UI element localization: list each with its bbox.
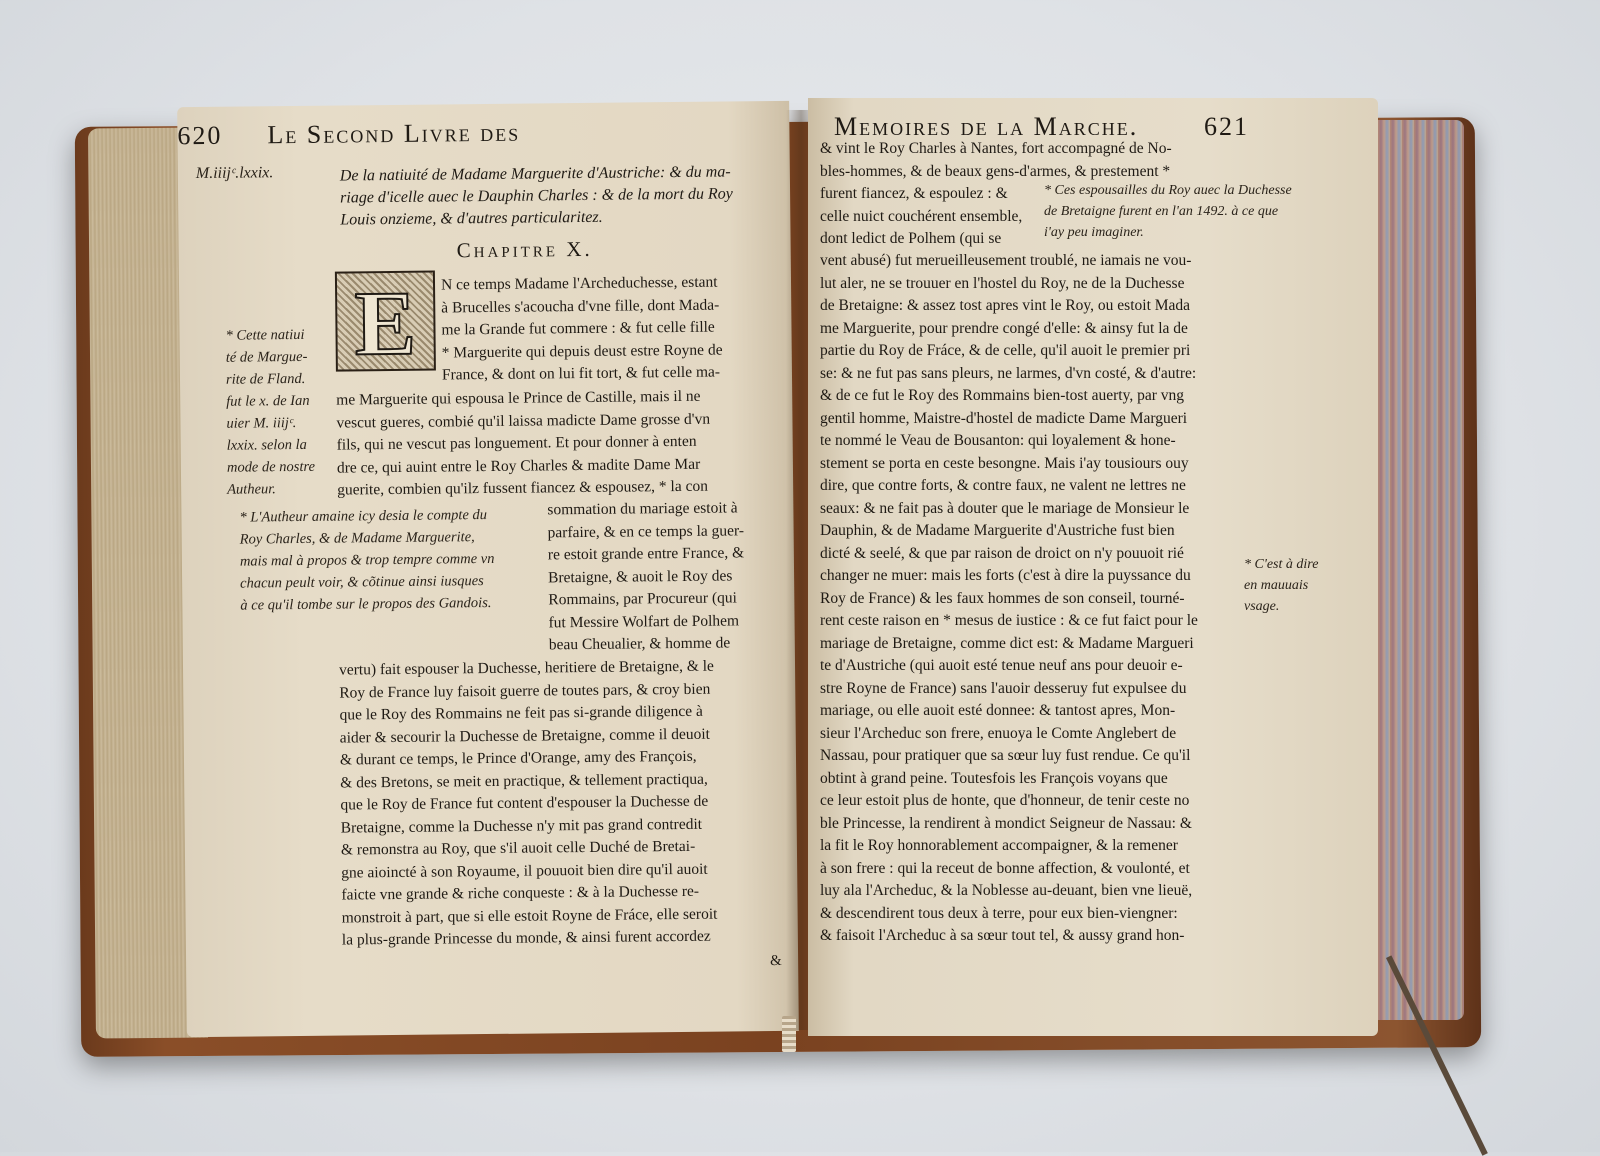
text-line: furent fiancez, & espoulez : & — [820, 185, 1008, 202]
text-line: fils, qui ne vescut pas longuement. Et pour donner à enten — [336, 432, 697, 454]
text-line: & faisoit l'Archeduc à sa sœur tout tel, & aussy grand hon- — [820, 927, 1185, 944]
text-line: & de ce fut le Roy des Rommains bien-tost auerty, par vng — [820, 387, 1185, 404]
page-number: 620 — [177, 120, 223, 151]
chapter-summary — [340, 161, 761, 231]
text-line: fut Messire Wolfart de Polhem — [548, 611, 740, 631]
text-line: stre Royne de France) sans l'auoir desseruy fut expulsee du — [820, 679, 1187, 697]
text-line: parfaire, & en ce temps la guer- — [547, 521, 745, 541]
text-line: aider & secourir la Duchesse de Bretaigne, comme il deuoit — [339, 725, 710, 747]
text-line: te nommé le Veau de Bousanton: qui loyalement & hone- — [820, 432, 1176, 449]
marriage-margin-note — [1044, 180, 1344, 243]
chapter-heading: Chapitre X. — [456, 236, 593, 263]
summary-line: Louis onzieme, & d'autres particularitez. — [340, 208, 603, 229]
text-block-initial — [441, 272, 723, 387]
text-line: stement se porta en ceste besongne. Mais i'ay tousiours ouy — [820, 454, 1189, 472]
margin-line: mais mal à propos & trop tempre comme vn — [239, 550, 495, 570]
text-line: Dauphin, & de Madame Marguerite d'Austriche fust bien — [820, 522, 1175, 539]
text-line: que le Roy des Rommains ne feit pas si-grande diligence à — [339, 702, 703, 724]
margin-line: à ce qu'il tombe sur le propos des Gandois. — [240, 594, 492, 614]
text-line: beau Cheualier, & homme de — [548, 634, 731, 654]
margin-line: * L'Autheur amaine icy desia le compte du — [239, 507, 488, 526]
text-line: vescut gueres, combié qu'il laissa madicte Dame grosse d'vn — [336, 410, 711, 432]
text-line: bles-hommes, & de beaux gens-d'armes, & prestement * — [820, 162, 1171, 180]
margin-line: en mauuais — [1244, 578, 1309, 593]
text-line: sieur l'Archeduc son frere, enuoya le Comte Anglebert de — [820, 724, 1177, 742]
margin-line: chacun peult voir, & cõtinue ainsi iusques — [240, 573, 484, 592]
text-line: me la Grande fut commere : & fut celle fille — [441, 318, 715, 339]
margin-line: Autheur. — [227, 481, 276, 498]
text-line: changer ne muer: mais les forts (c'est à dire la puyssance du — [820, 567, 1191, 584]
text-line: dicté & seelé, & que par raison de droict on n'y pouuoit rié — [820, 544, 1184, 562]
text-line: dire, que contre forts, & contre faux, ne valent ne lettres ne — [820, 477, 1186, 494]
running-title: Memoires de la Marche. — [834, 112, 1139, 141]
text-line: sommation du mariage estoit à — [547, 499, 738, 519]
text-line: gentil homme, Maistre-d'hostel de madicte Dame Margueri — [820, 409, 1188, 427]
text-line: * Marguerite qui depuis deust estre Royne de — [441, 341, 723, 361]
margin-line: fut le x. de Ian — [226, 392, 310, 410]
text-line: mariage, ou elle auoit esté donnee: & tantost apres, Mon- — [820, 702, 1176, 719]
text-line: & vint le Roy Charles à Nantes, fort accompagné de No- — [820, 140, 1172, 157]
margin-line: * Ces espousailles du Roy auec la Duchesse — [1044, 183, 1292, 198]
text-line: Bretaigne, comme la Duchesse n'y mit pas grand contredit — [340, 815, 703, 837]
text-line: me Marguerite, pour prendre congé d'elle: & ainsy fut la de — [820, 319, 1188, 337]
catchword: & — [770, 952, 782, 970]
drop-initial-letter: E — [354, 271, 417, 375]
text-line: & des Bretons, se meit en practique, & tellement practiqua, — [340, 770, 708, 792]
text-line: se: & ne fut pas sans pleurs, ne larmes, d'vn costé, & d'autre: — [820, 364, 1197, 382]
text-block-narrow — [547, 497, 745, 657]
text-line: Nassau, pour pratiquer que sa sœur luy fust rendue. Ce qu'il — [820, 747, 1191, 764]
summary-line: De la natiuité de Madame Marguerite d'Austriche: & du ma- — [339, 163, 731, 185]
text-line: Bretaigne, & auoit le Roy des — [548, 566, 733, 586]
text-line: te d'Austriche (qui auoit esté tenue neuf ans pour deuoir e- — [820, 657, 1183, 674]
text-line: ce leur estoit plus de honte, que d'honneur, de tenir ceste no — [820, 792, 1190, 809]
text-line: à Brucelles s'acoucha d'vne fille, dont Mada- — [441, 296, 720, 316]
text-line: & descendirent tous deux à terre, pour eux bien-viengner: — [820, 904, 1178, 922]
text-line: ble Princesse, la rendirent à mondict Seigneur de Nassau: & — [820, 814, 1192, 832]
margin-line: * C'est à dire — [1244, 557, 1319, 572]
text-line: celle nuict couchérent ensemble, — [820, 207, 1023, 225]
margin-line: mode de nostre — [226, 458, 316, 476]
text-line: luy ala l'Archeduc, & la Noblesse au-deuant, bien vne lieuë, — [820, 882, 1193, 899]
right-page — [808, 98, 1378, 1036]
text-line: seaux: & ne fait pas à douter que le mariage de Monsieur le — [820, 499, 1190, 517]
text-line: Rommains, par Procureur (qui — [548, 589, 737, 609]
marbled-page-edges — [1378, 120, 1464, 1020]
text-line: & durant ce temps, le Prince d'Orange, amy des François, — [339, 747, 697, 769]
margin-line: té de Margue- — [225, 348, 308, 366]
text-line: rent ceste raison en * mesus de iustice : & ce fut faict pour le — [820, 612, 1198, 629]
text-line: vent abusé) fut merueilleusement troublé, ne iamais ne vou- — [820, 252, 1192, 269]
text-line: lut aler, ne se trouuer en l'hostel du Roy, ne de la Duchesse — [820, 274, 1185, 292]
text-line: partie du Roy de Fráce, & de celle, qu'il auoit le premier pri — [820, 342, 1191, 359]
text-block-mid — [336, 386, 711, 502]
left-page — [177, 101, 799, 1037]
margin-line: i'ay peu imaginer. — [1044, 225, 1144, 240]
margin-line: rite de Fland. — [225, 370, 306, 388]
text-line: Roy de France luy faisoit guerre de toutes pars, & croy bien — [339, 680, 711, 702]
margin-line: uier M. iiijᶜ. — [226, 414, 297, 432]
text-line: France, & dont on lui fit tort, & fut celle ma- — [441, 363, 721, 384]
decorated-initial — [335, 271, 436, 375]
summary-line: riage d'icelle auec le Dauphin Charles : & de la mort du Roy — [340, 185, 733, 207]
margin-line: lxxix. selon la — [226, 436, 307, 454]
margin-note — [225, 324, 335, 501]
text-line: me Marguerite qui espousa le Prince de Castille, mais il ne — [336, 387, 701, 409]
margin-line: vsage. — [1244, 599, 1280, 614]
text-block-main — [820, 250, 1198, 948]
text-line: faicte vne grande & riche conqueste : & à la Duchesse re- — [341, 882, 700, 904]
text-line: mariage de Bretaigne, comme dict est: & Madame Margueri — [820, 634, 1194, 652]
text-line: de Bretaigne: & assez tost apres vint le Roy, ou estoit Mada — [820, 297, 1191, 314]
text-line: à son frere : qui la receut de bonne affection, & voulonté, et — [820, 859, 1190, 877]
text-line: la plus-grande Princesse du monde, & ainsi furent accordez — [341, 927, 711, 949]
text-line: vertu) fait espouser la Duchesse, heritiere de Bretaigne, & le — [338, 657, 714, 679]
text-line: re estoit grande entre France, & — [547, 544, 745, 564]
text-line: la fit le Roy honnorablement accompaigner, & la remener — [820, 837, 1178, 854]
margin-date: M.iiijᶜ.lxxix. — [195, 164, 274, 183]
text-line: dre ce, qui auint entre le Roy Charles & madite Dame Mar — [336, 455, 701, 477]
text-line: & remonstra au Roy, que s'il auoit celle Duché de Bretai- — [340, 837, 696, 859]
headband-bookmark — [782, 1016, 796, 1052]
page-number: 621 — [1204, 112, 1249, 141]
margin-line: de Bretaigne furent en l'an 1492. à ce que — [1044, 204, 1279, 219]
margin-line: Roy Charles, & de Madame Marguerite, — [239, 529, 475, 548]
margin-line: * Cette natiui — [225, 326, 305, 344]
text-line: Roy de France) & les faux hommes de son conseil, tourné- — [820, 589, 1185, 607]
text-line: dont ledict de Polhem (qui se — [820, 230, 1002, 247]
text-line: obtint à grand peine. Toutesfois les François voyans que — [820, 769, 1168, 787]
text-line: N ce temps Madame l'Archeduchesse, estant — [440, 273, 718, 294]
text-block-full — [339, 656, 718, 952]
author-margin-note — [239, 503, 540, 616]
text-line: guerite, combien qu'ilz fussent fiancez & espousez, * la con — [337, 477, 709, 499]
text-line: monstroit à part, que si elle estoit Royne de Fráce, elle seroit — [341, 905, 718, 927]
text-line: que le Roy de France fut content d'espouser la Duchesse de — [340, 792, 709, 814]
text-line: gne aioincté à son Royaume, il pouuoit bien dire qu'il auoit — [341, 860, 708, 882]
running-title: Le Second Livre des — [267, 117, 521, 150]
usage-margin-note — [1244, 554, 1354, 617]
